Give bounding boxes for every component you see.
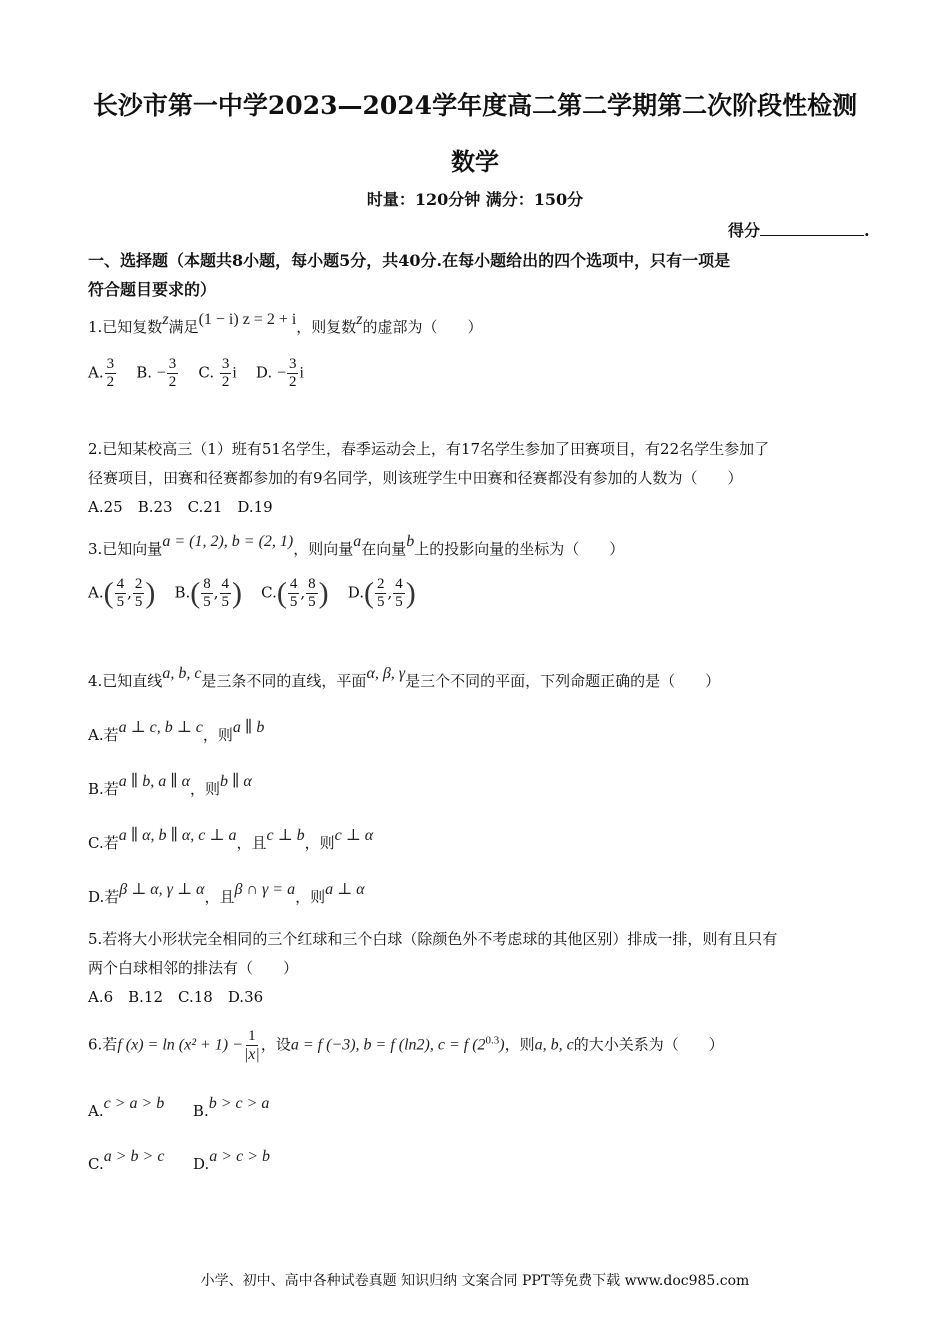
score-label: 得分 <box>728 221 761 240</box>
exam-title: 长沙市第一中学2023—2024学年度高二第二学期第二次阶段性检测 <box>92 91 858 120</box>
q1-option-c: C. $\frac{3}{2}$ i <box>198 356 237 390</box>
question-3: 3.已知向量a = (1, 2), b = (2, 1)，则向量a在向量b上的投影向量的坐标为（ ） <box>88 533 625 558</box>
question-3-options <box>88 576 416 611</box>
q3-option-c: C.( $\frac{4}{5}$ , $\frac{8}{5}$ ) <box>261 576 329 610</box>
exam-subject: 数学 <box>451 147 499 176</box>
score-suffix: . <box>864 221 870 240</box>
q6-option-b: B.b > c > a <box>192 1095 270 1120</box>
question-2-line2: 径赛项目，田赛和径赛都参加的有9名同学，则该班学生中田赛和径赛都没有参加的人数为（ ） <box>88 469 743 487</box>
q3-option-b: B.( $\frac{8}{5}$ , $\frac{4}{5}$ ) <box>174 576 243 610</box>
question-6: 6.若f (x) = ln (x² + 1) − $\frac{1}{|x|}$ ，设a = f (−3), b = f (ln2), c = f $(2^{0.3})$，则a, b, c的大小关系为（ ） <box>88 1028 724 1063</box>
section1-heading-line2: 符合题目要求的） <box>88 280 217 299</box>
q1-equation: (1 − i) z = 2 + i <box>198 311 297 328</box>
q6-definitions: a = f (−3), b = f (ln2), c = f (2 <box>290 1036 486 1054</box>
section1-heading-line1: 一、选择题（本题共8小题，每小题5分，共40分.在每小题给出的四个选项中，只有一项是 <box>88 251 731 270</box>
question-2-options: A.25 B.23 C.21 D.19 <box>88 498 273 516</box>
question-5-options: A.6 B.12 C.18 D.36 <box>88 988 264 1006</box>
q6-options-row1 <box>88 1095 270 1121</box>
q1-option-b: B. − $\frac{3}{2}$ <box>136 356 177 390</box>
q4-option-c: C.若a ∥ α, b ∥ α, c ⊥ a，且c ⊥ b，则c ⊥ α <box>88 827 374 852</box>
q6-option-c: C.a > b > c <box>88 1148 165 1173</box>
q6-function: f (x) = ln (x² + 1) − <box>117 1036 243 1054</box>
question-2-line1: 2.已知某校高三（1）班有51名学生，春季运动会上，有17名学生参加了田赛项目，有22名学生参加了 <box>88 440 770 458</box>
q4-option-b: B.若a ∥ b, a ∥ α，则b ∥ α <box>88 773 252 798</box>
question-1-options <box>88 356 304 391</box>
q3-option-a: A.( $\frac{4}{5}$ , $\frac{2}{5}$ ) <box>88 576 156 610</box>
q3-vectors: a = (1, 2), b = (2, 1) <box>162 533 294 550</box>
q4-option-d: D.若β ⊥ α, γ ⊥ α，且β ∩ γ = a，则a ⊥ α <box>88 881 365 906</box>
question-4: 4.已知直线a, b, c是三条不同的直线，平面α, β, γ是三个不同的平面，下列命题正确的是（ ） <box>88 665 721 690</box>
q6-option-d: D.a > c > b <box>193 1148 270 1173</box>
score-field <box>728 218 870 241</box>
question-5-line2: 两个白球相邻的排法有（ ） <box>88 959 299 977</box>
q3-option-d: D.( $\frac{2}{5}$ , $\frac{4}{5}$ ) <box>347 576 416 610</box>
q6-options-row2 <box>88 1148 270 1174</box>
q6-option-a: A.c > a > b <box>88 1095 165 1120</box>
question-1: 1.已知复数z满足(1 − i) z = 2 + i，则复数z的虚部为（ ） <box>88 311 483 336</box>
score-blank <box>760 221 864 236</box>
question-5-line1: 5.若将大小形状完全相同的三个红球和三个白球（除颜色外不考虑球的其他区别）排成一排，则有且只有 <box>88 930 778 948</box>
q1-option-a: A. $\frac{3}{2}$ <box>88 356 115 390</box>
q1-option-d: D. − $\frac{3}{2}$ i <box>255 356 304 390</box>
page-footer: 小学、初中、高中各种试卷真题 知识归纳 文案合同 PPT等免费下载 www.doc985.com <box>200 1273 750 1289</box>
exam-meta: 时量：120分钟 满分：150分 <box>366 190 584 209</box>
q4-option-a: A.若a ⊥ c, b ⊥ c，则a ∥ b <box>88 719 265 744</box>
